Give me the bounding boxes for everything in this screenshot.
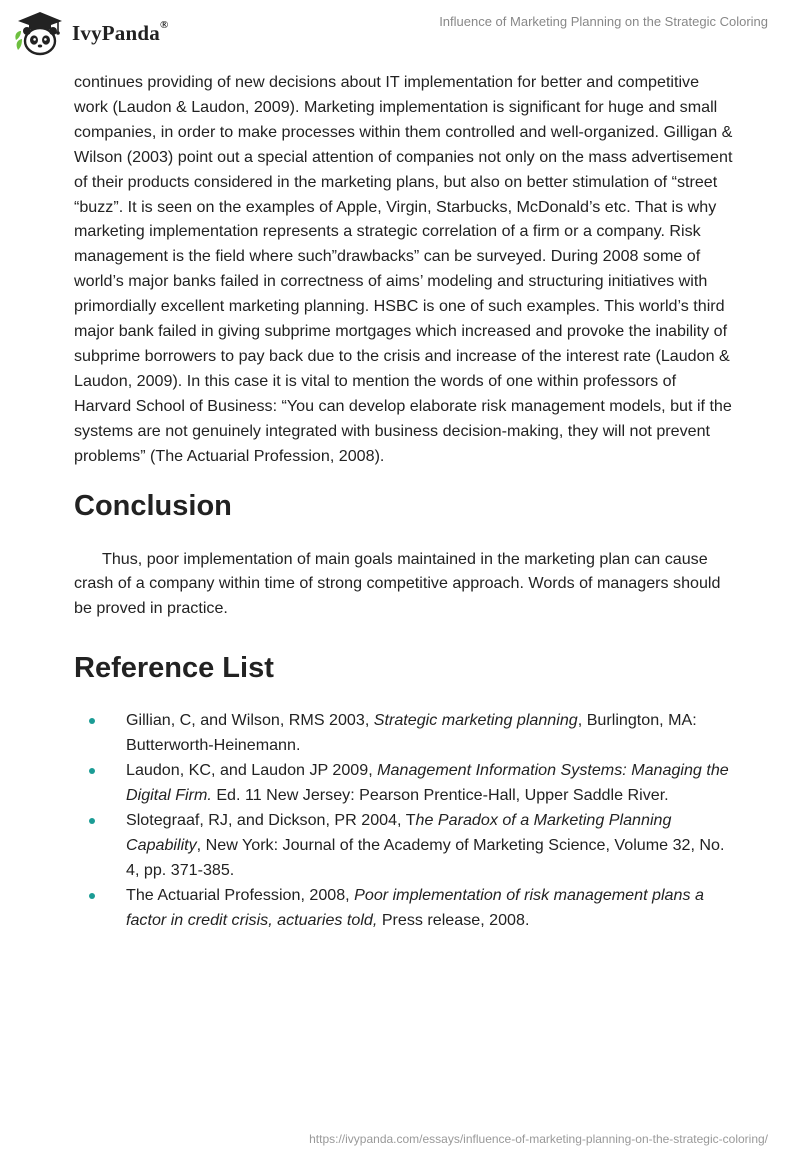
reference-item: Gillian, C, and Wilson, RMS 2003, Strategic marketing planning, Burlington, MA: Butterworth-Heinemann. (74, 708, 734, 758)
reference-item: The Actuarial Profession, 2008, Poor implementation of risk management plans a factor in credit crisis, actuaries told, Press release, 2008. (74, 883, 734, 933)
page-header (0, 0, 800, 70)
body-paragraph: continues providing of new decisions about IT implementation for better and competitive work (Laudon & Laudon, 2009). Marketing implementation is significant for huge and small companies, in order to make processes within them controlled and well-organized. Gilligan & Wilson (2003) point out a special attention of companies not only on the mass advertisement of their products considered in the marketing plans, but also on better stimulation of “street “buzz”. It is seen on the examples of Apple, Virgin, Starbucks, McDonald’s etc. That is why marketing implementation represents a strategic correlation of a firm or a company. Risk management is the field where such”drawbacks” can be surveyed. During 2008 some of world’s major banks failed in correctness of aims’ modeling and structuring initiatives with primordially excellent marketing planning. HSBC is one of such examples. This world’s third major bank failed in giving subprime mortgages which increased and provoke the inability of subprime borrowers to pay back due to the crisis and increase of the interest rate (Laudon & Laudon, 2009). In this case it is vital to mention the words of one within professors of Harvard School of Business: “You can develop elaborate risk management models, but if the systems are not genuinely integrated with business decision-making, they will not prevent problems” (The Actuarial Profession, 2008). (74, 73, 733, 465)
reference-list (74, 708, 734, 933)
essay-content (74, 70, 734, 933)
document-title: Influence of Marketing Planning on the Strategic Coloring (439, 14, 768, 29)
logo-wordmark: IvyPanda® (72, 18, 169, 45)
reference-list-heading: Reference List (74, 652, 274, 685)
bullet-icon (89, 893, 95, 899)
reference-item: Laudon, KC, and Laudon JP 2009, Management Information Systems: Managing the Digital Firm. Ed. 11 New Jersey: Pearson Prentice-Hall, Upper Saddle River. (74, 758, 734, 808)
reference-item: Slotegraaf, RJ, and Dickson, PR 2004, The Paradox of a Marketing Planning Capability, New York: Journal of the Academy of Marketing Science, Volume 32, No. 4, pp. 371-385. (74, 808, 734, 883)
panda-graduate-icon (14, 10, 66, 56)
conclusion-heading: Conclusion (74, 489, 232, 522)
bullet-icon (89, 818, 95, 824)
bullet-icon (89, 718, 95, 724)
conclusion-paragraph: Thus, poor implementation of main goals maintained in the marketing plan can cause crash of a company within time of strong competitive approach. Words of managers should be proved in practice. (74, 549, 721, 618)
footer-source-url[interactable]: https://ivypanda.com/essays/influence-of-marketing-planning-on-the-strategic-coloring/ (309, 1132, 768, 1146)
bullet-icon (89, 768, 95, 774)
ivypanda-logo[interactable] (14, 8, 214, 58)
